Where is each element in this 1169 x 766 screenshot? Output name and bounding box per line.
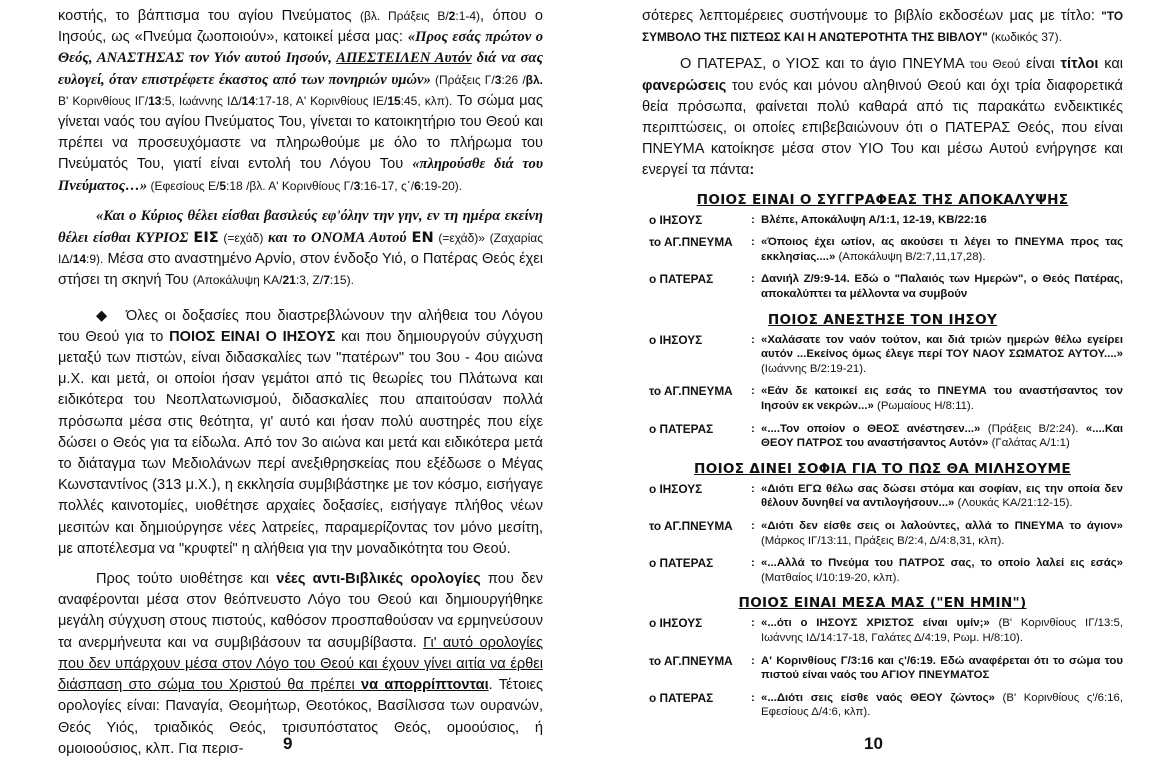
paragraph-4 xyxy=(58,569,543,760)
row-reference xyxy=(761,333,1123,377)
row-reference xyxy=(761,272,1123,301)
section-heading: ΠΟΙΟΣ ΕΙΝΑΙ Ο ΣΥΓΓΡΑΦΕΑΣ ΤΗΣ ΑΠΟΚΑΛΥΨΗΣ xyxy=(696,191,1069,208)
text: :16-17, ς΄/ xyxy=(360,178,415,193)
row-subject: το ΑΓ.ΠΝΕΥΜΑ xyxy=(649,518,733,533)
quote-underlined: ΑΠΕΣΤΕΙΛΕΝ Αυτόν xyxy=(336,50,472,67)
book-title: "ΤΟ ΣΥΜΒΟΛΟ ΤΗΣ ΠΙΣΤΕΩΣ ΚΑΙ Η ΑΝΩΤΕΡΟΤΗΤΑ ΤΗΣ ΒΙΒΛΟΥ" xyxy=(642,9,1123,45)
row-colon: : xyxy=(751,236,755,249)
text: 5 xyxy=(219,178,227,193)
row-subject: ο ΙΗΣΟΥΣ xyxy=(649,481,703,496)
text: 7 xyxy=(323,273,330,288)
text: (Εφεσίους Ε/ xyxy=(147,178,220,193)
left-page xyxy=(0,0,584,766)
section-heading: ΠΟΙΟΣ ΔΙΝΕΙ ΣΟΦΙΑ ΓΙΑ ΤΟ ΠΩΣ ΘΑ ΜΙΛΗΣΟΥΜΕ xyxy=(694,460,1071,477)
reference-quote: «...Αλλά το Πνεύμα του ΠΑΤΡΟΣ σας, το οποίο λαλεί εις εσάς» xyxy=(761,557,1123,570)
text: Β' Κορινθίους ΙΓ/ xyxy=(58,93,149,108)
text: : xyxy=(749,162,755,179)
row-reference xyxy=(761,691,1123,720)
reference-quote: «...ότι ο ΙΗΣΟΥΣ ΧΡΙΣΤΟΣ είναι υμίν;» xyxy=(761,617,990,630)
row-subject: ο ΠΑΤΕΡΑΣ xyxy=(649,272,714,287)
comparison-row xyxy=(642,556,1123,585)
text: που δεν αναφέρονται μέσα στον θεόπνευστο Λόγο του Θεού και δημιουργήθηκε μεγάλη σύγχυση στους πιστούς, καθόσον προσπαθούσαν να ερμηνεύσουν τα ανερμήνευτα και να συμβιβάσουν τα ασυμβίβαστα. xyxy=(58,571,543,651)
text: :18 /βλ. Α' Κορινθίους Γ/ xyxy=(226,178,354,193)
emphasis: νέες αντι-Βιβλικές ορολογίες xyxy=(276,571,481,588)
paragraph-1 xyxy=(58,6,543,197)
row-reference xyxy=(761,422,1123,451)
quote: «πληρούσθε διά του Πνεύματος…» xyxy=(58,156,543,194)
text: 2 xyxy=(448,9,456,23)
text: Ο ΠΑΤΕΡΑΣ, ο ΥΙΟΣ και το άγιο ΠΝΕΥΜΑ xyxy=(680,56,970,73)
emphasis: φανερώσεις xyxy=(642,77,727,94)
text: (βλ. Πράξεις Β/ xyxy=(360,9,449,23)
row-colon: : xyxy=(751,519,755,532)
row-reference xyxy=(761,384,1123,413)
quote: διά να σας ευλογεί, όταν επιστρέφετε έκαστος από των πονηριών υμών» xyxy=(58,50,543,88)
quote: και το ΟΝΟΜΑ Αυτού xyxy=(267,230,412,247)
comparison-row xyxy=(642,519,1123,548)
quote: «Προς εσάς πρώτον ο Θεός, ΑΝΑΣΤΗΣΑΣ τον Υιόν αυτού Ιησούν, xyxy=(58,29,543,67)
emphasis-underlined: να απορρίπτονται xyxy=(361,677,489,694)
text: (=εχάδ)» xyxy=(433,231,485,246)
text: :19-20). xyxy=(420,178,463,193)
intro-paragraph-1 xyxy=(642,6,1123,48)
text: Προς τούτο υιοθέτησε και xyxy=(96,571,277,588)
reference-citation: (Ματθαίος Ι/10:19-20, κλπ). xyxy=(761,571,900,584)
text: του ενός και μόνου αληθινού Θεού και όχι τρία διαφορετικά θεία πρόσωπα, φαίνεται πολύ καθαρά από τις παρακάτω ενδεικτικές περιπτώσεις, οι οποίες επιβεβαιώνουν ότι ο ΠΑΤΕΡΑΣ Θεός, που είναι ΠΝΕΥΜΑ κατοίκησε μέσα στον ΥΙΟ Του και μέσω Αυτού ενήργησε και ενεργεί τα πάντα xyxy=(642,77,1123,179)
text: 6 xyxy=(414,178,421,193)
text: είναι xyxy=(1020,56,1061,73)
text: βλ. xyxy=(525,72,543,87)
reference-quote: «....Τον οποίον ο ΘΕΟΣ ανέστησεν...» xyxy=(761,422,981,435)
row-reference xyxy=(761,213,1123,228)
row-reference xyxy=(761,235,1123,264)
reference-citation: (Αποκάλυψη Β/2:7,11,17,28). xyxy=(835,250,986,263)
emphasis: ΕΝ xyxy=(411,229,434,247)
emphasis: τίτλοι xyxy=(1060,56,1099,73)
row-subject: το ΑΓ.ΠΝΕΥΜΑ xyxy=(649,384,733,399)
section-heading: ΠΟΙΟΣ ΕΙΝΑΙ ΜΕΣΑ ΜΑΣ ("ΕΝ ΗΜΙΝ") xyxy=(738,595,1027,612)
left-page-body xyxy=(58,6,543,760)
bullet-icon: ◆ xyxy=(96,307,108,324)
quote: «Και ο Κύριος θέλει είσθαι βασιλεύς εφ'όλην την γην, εν τη ημέρα εκείνη θέλει είσθαι ΚΥΡΙΟΣ xyxy=(58,207,543,247)
row-subject: ο ΙΗΣΟΥΣ xyxy=(649,332,703,347)
text: :5, Ιωάννης ΙΔ/ xyxy=(161,93,242,108)
row-colon: : xyxy=(751,482,755,495)
emphasis: ΕΙΣ xyxy=(193,229,219,247)
row-reference xyxy=(761,616,1123,645)
text: :45, κλπ). xyxy=(400,93,453,108)
text: :17-18, Α' Κορινθίους ΙΕ/ xyxy=(255,93,388,108)
reference-citation: (Ρωμαίους Η/8:11). xyxy=(873,399,974,412)
row-reference xyxy=(761,519,1123,548)
text: και xyxy=(1098,56,1124,73)
reference-citation: (Μάρκος ΙΓ/13:11, Πράξεις Β/2:4, Δ/4:8,31, κλπ). xyxy=(761,534,1005,547)
comparison-row xyxy=(642,422,1123,451)
right-page-body xyxy=(642,6,1123,182)
row-colon: : xyxy=(751,333,755,346)
row-colon: : xyxy=(751,213,755,226)
text: 3 xyxy=(494,72,502,87)
text: 3 xyxy=(353,178,361,193)
reference-quote: «...Διότι σεις είσθε ναός ΘΕΟΥ ζώντος» xyxy=(761,691,995,704)
row-reference xyxy=(761,556,1123,585)
intro-paragraph-2 xyxy=(642,54,1123,181)
text: 14 xyxy=(241,93,256,108)
text: (Ζαχαρίας ΙΔ/ xyxy=(58,231,544,267)
underlined-text: Γι' αυτό ορολογίες που δεν υπάρχουν μέσα στον Λόγο του Θεού και έχουν γίνει αιτία να έρθει διάσπαση στο σώμα του Χριστού θα πρέπει xyxy=(58,634,543,694)
row-colon: : xyxy=(751,654,755,667)
page-number: 9 xyxy=(283,734,293,753)
text: σότερες λεπτομέρειες συστήνουμε το βιβλίο εκδοσέων μας με τίτλο: xyxy=(642,8,1102,24)
row-colon: : xyxy=(751,557,755,570)
row-reference xyxy=(761,654,1123,683)
comparison-sections xyxy=(642,192,1123,720)
text: (Πράξεις Γ/ xyxy=(430,72,495,87)
text: Μέσα στο αναστημένο Αρνίο, στον ένδοξο Υιό, ο Πατέρας Θεός έχει στήσει τη σκηνή Του xyxy=(58,251,543,289)
text: και που δημιουργούν σύγχυση μεταξύ των πιστών, είναι διδασκαλίες των "πατέρων" του 3ου - 4ου αιώνα μ.Χ. και μετά, οι οποίοι ήσαν γεμάτοι από τις θεωρίες του Πλάτωνα και ειδικότερα του Νεοπλατωνισμού, διδασκαλίες που απαιτούσαν πολλά πρόσωπα μέσα στις θεότητα, γι' αυτό και ήσαν πολύ αυστηρές που είχε δώσει ο Θεός για τα είδωλα. Από τον 3ο αιώνα και μετά και ειδικότερα μετά το διάταγμα των Μεδιολάνων περί ανεξιθρησκείας που εξέδωσε ο Μέγας Κωνσταντίνος (313 μ.Χ.), η εκκλησία συμβιβάστηκε με τον κόσμο, εισήγαγε πολλές καινοτομίες, υιοθέτησε αρχαίες δοξασίες, εισήγαγε πλήθος νέων μεσιτών και δημιούργησε νέες λατρείες, παραμερίζοντας τον μόνο μεσίτη, με αποτέλεσμα να "κρυφτεί" η αλήθεια για την μοναδικότητα του Θεού. xyxy=(58,328,543,557)
reference-quote: Α' Κορινθίους Γ/3:16 και ς'/6:19. Εδώ αναφέρεται ότι το σώμα του πιστού είναι ναός του ΑΓΙΟΥ ΠΝΕΥΜΑΤΟΣ xyxy=(761,654,1123,682)
row-colon: : xyxy=(751,385,755,398)
text: . Τέτοιες ορολογίες είναι: Παναγία, Θεομήτωρ, Θεοτόκος, Βασίλισσα των ουρανών, Θεός Υιός, τριαδικός Θεός, τρισυπόστατος Θεός, ομοούσιος, ή ομοιοούσιος, κλπ. Για περισ- xyxy=(58,677,543,757)
reference-citation: (Ιωάννης Β/2:19-21). xyxy=(761,362,867,375)
text: :1-4) xyxy=(455,9,481,23)
text: κοστής, το βάπτισμα του αγίου Πνεύματος xyxy=(58,8,361,24)
text: :26 / xyxy=(501,72,526,87)
comparison-row xyxy=(642,333,1123,377)
reference-quote: «....Και ΘΕΟΥ ΠΑΤΡΟΣ του αναστήσαντος Αυτόν» xyxy=(761,422,1123,450)
emphasis: ΠΟΙΟΣ ΕΙΝΑΙ Ο ΙΗΣΟΥΣ xyxy=(169,328,336,345)
comparison-row xyxy=(642,235,1123,264)
comparison-row xyxy=(642,654,1123,683)
row-reference xyxy=(761,482,1123,511)
comparison-row xyxy=(642,482,1123,511)
row-subject: το ΑΓ.ΠΝΕΥΜΑ xyxy=(649,653,733,668)
paragraph-3 xyxy=(58,306,543,560)
comparison-row xyxy=(642,691,1123,720)
reference-citation: (Β' Κορινθίους ς'/6:16, Εφεσίους Δ/4:6, κλπ). xyxy=(761,691,1124,719)
reference-quote: «Διότι ΕΓΩ θέλω σας δώσει στόμα και σοφίαν, εις την οποία δεν θέλουν δυνηθεί να αντιλογήσουν...» xyxy=(761,482,1123,510)
text: :3, Ζ/ xyxy=(295,273,324,288)
comparison-row xyxy=(642,272,1123,301)
reference-citation: (Β' Κορινθίους ΙΓ/13:5, Ιωάννης ΙΔ/14:17-18, Γαλάτες Δ/4:19, Ρωμ. Η/8:10). xyxy=(761,617,1123,644)
reference-quote: «Όποιος έχει ωτίον, ας ακούσει τι λέγει το ΠΝΕΥΜΑ προς τας εκκλησίας....» xyxy=(761,236,1123,263)
row-subject: ο ΙΗΣΟΥΣ xyxy=(649,212,703,227)
reference-citation: (Γαλάτας Α/1:1) xyxy=(988,437,1070,450)
row-subject: ο ΙΗΣΟΥΣ xyxy=(649,616,703,631)
text: (=εχάδ) xyxy=(218,231,268,246)
row-colon: : xyxy=(751,422,755,435)
text: του Θεού xyxy=(969,57,1021,72)
reference-quote: «Εάν δε κατοικεί εις εσάς το ΠΝΕΥΜΑ του αναστήσαντος τον Ιησούν εκ νεκρών...» xyxy=(761,385,1123,412)
text: Όλες οι δοξασίες που διαστρεβλώνουν την αλήθεια του Λόγου του Θεού για το xyxy=(58,307,543,345)
text: 21 xyxy=(282,273,296,288)
row-colon: : xyxy=(751,273,755,286)
reference-quote: Βλέπε, Αποκάλυψη Α/1:1, 12-19, ΚΒ/22:16 xyxy=(761,213,987,226)
text: 13 xyxy=(148,93,162,108)
comparison-row xyxy=(642,616,1123,645)
row-subject: ο ΠΑΤΕΡΑΣ xyxy=(649,690,714,705)
text: 14 xyxy=(72,252,87,267)
comparison-row xyxy=(642,213,1123,228)
text: :9). xyxy=(86,252,104,267)
row-subject: ο ΠΑΤΕΡΑΣ xyxy=(649,421,714,436)
row-colon: : xyxy=(751,617,755,630)
row-colon: : xyxy=(751,691,755,704)
paragraph-2 xyxy=(58,206,543,292)
section-heading: ΠΟΙΟΣ ΑΝΕΣΤΗΣΕ ΤΟΝ ΙΗΣΟΥ xyxy=(767,311,998,328)
text: Το σώμα μας γίνεται ναός του αγίου Πνεύματος Του, γίνεται το κατοικητήριο του Θεού και πρέπει να προσευχόμαστε να πληρωθούμε με όλο το πλήρωμα του Πνεύματός Του, γιατί είναι εντολή του Λόγου Του xyxy=(58,92,544,173)
page-number: 10 xyxy=(864,734,883,753)
reference-quote: «Χαλάσατε τον ναόν τούτον, και διά τριών ημερών θέλω εγείρει αυτόν ...Εκείνος όμως έλεγε περί ΤΟΥ ΝΑΟΥ ΣΩΜΑΤΟΣ ΑΥΤΟΥ....» xyxy=(761,333,1123,361)
text: (Αποκάλυψη ΚΑ/ xyxy=(192,273,283,288)
reference-citation: (Λουκάς ΚΑ/21:12-15). xyxy=(954,497,1073,510)
comparison-row xyxy=(642,384,1123,413)
text: :15). xyxy=(329,273,354,288)
row-subject: το ΑΓ.ΠΝΕΥΜΑ xyxy=(649,235,733,250)
reference-citation: (Πράξεις Β/2:24). xyxy=(980,422,1086,435)
text: , όπου ο Ιησούς, ως «Πνεύμα ζωοποιούν», κατοικεί μέσα μας: xyxy=(58,8,544,46)
row-subject: ο ΠΑΤΕΡΑΣ xyxy=(649,556,714,571)
right-page xyxy=(584,0,1169,766)
reference-quote: Δανιήλ Ζ/9:9-14. Εδώ ο "Παλαιός των Ημερών", ο Θεός Πατέρας, αποκαλύπτει τα μέλλοντα να συμβούν xyxy=(761,273,1123,300)
text: 15 xyxy=(387,93,401,108)
reference-quote: «Διότι δεν είσθε σεις οι λαλούντες, αλλά το ΠΝΕΥΜΑ το άγιον» xyxy=(761,519,1123,532)
text: (κωδικός 37). xyxy=(987,30,1062,45)
